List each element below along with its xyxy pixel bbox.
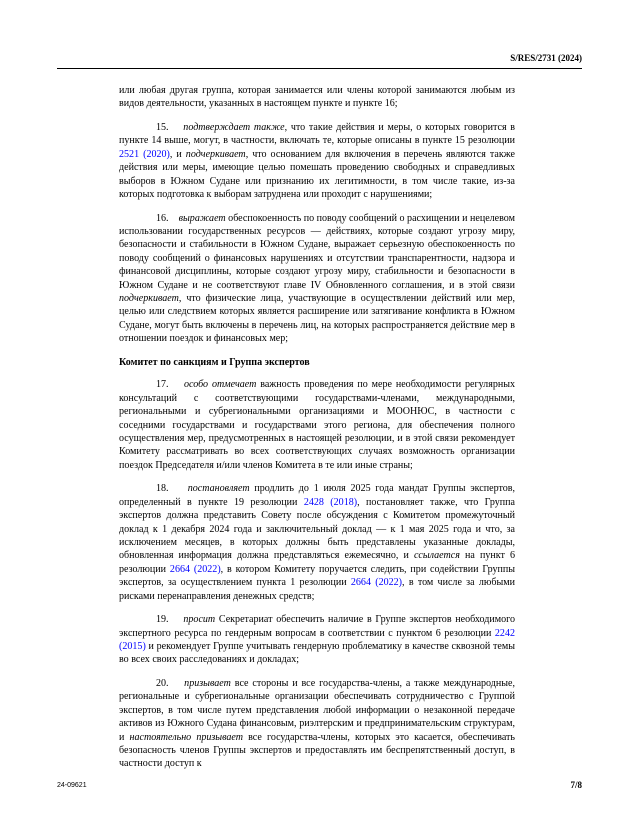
resolution-link[interactable]: 2242 (2015)	[119, 627, 515, 652]
paragraph-17: 17. особо отмечает важность проведения по мере необходимости регулярных консультаций с соответствующими государствами-членами, международными, региональными и субрегиональными организациями и МООНЮС, в частности с соседними государствами и государствами этого региона, для обеспечения полного осуществления мер, предусмотренных в настоящей резолюции, и в этой связи рекомендует Комитету рассматривать во всех соответствующих случаях возможность организации поездок Председателя и/или членов Комитета в те или иные страны;	[119, 379, 515, 471]
paragraph-number: 20.	[156, 677, 169, 689]
operative-verb: особо отмечает	[184, 379, 257, 391]
operative-verb: подчеркивает	[185, 148, 246, 160]
paragraph-continuation: или любая другая группа, которая занимается или члены которой занимаются любым из видов деятельности, указанных в настоящем пункте и пункте 16;	[119, 85, 515, 110]
paragraph-number: 17.	[156, 379, 169, 391]
resolution-link[interactable]: 2521 (2020)	[119, 148, 170, 160]
page-footer	[57, 782, 582, 796]
operative-verb: выражает	[178, 212, 226, 224]
paragraph-number: 18.	[156, 483, 169, 495]
resolution-link[interactable]: 2664 (2022)	[350, 577, 403, 589]
operative-verb: ссылается	[413, 550, 460, 562]
paragraph-18: 18. постановляет продлить до 1 июля 2025 года мандат Группы экспертов, определенный в пункте 19 резолюции 2428 (2018), постановляет также, что Группа экспертов должна представить Совету после обсуждения с Комитетом промежуточный доклад к 1 декабря 2024 года и заключительный доклад — к 1 мая 2025 года и что, за исключением месяцев, в которых должны быть представлены указанные доклады, обновленная информация должна представляться ежемесячно, и ссылается на пункт 6 резолюции 2664 (2022), в котором Комитету поручается следить, при содействии Группы экспертов, за осуществлением пункта 1 резолюции 2664 (2022), в том числе за любыми рисками перенаправления денежных средств;	[119, 483, 516, 602]
operative-verb: настоятельно призывает	[129, 731, 244, 743]
operative-verb: подчеркивает	[119, 293, 179, 305]
operative-verb: постановляет	[187, 483, 250, 495]
job-number: 24-09621	[57, 782, 87, 789]
section-heading: Комитет по санкциям и Группа экспертов	[119, 356, 310, 368]
page-header	[57, 52, 582, 69]
paragraph-19: 19. просит Секретариат обеспечить наличие в Группе экспертов необходимого экспертного ресурса по гендерным вопросам в соответствии с пунктом 6 резолюции 2242 (2015) и рекомендует Группе учитывать гендерную проблематику в качестве сквозной темы во всех своих расследованиях и докладах;	[119, 614, 516, 666]
operative-verb: просит	[183, 614, 216, 626]
resolution-link[interactable]: 2428 (2018)	[303, 496, 358, 508]
document-body	[119, 84, 515, 781]
paragraph-number: 15.	[156, 122, 169, 133]
paragraph-number: 16.	[156, 212, 169, 224]
operative-verb: подтверждает также	[183, 122, 285, 133]
document-symbol: S/RES/2731 (2024)	[510, 53, 582, 63]
operative-verb: призывает	[184, 677, 231, 689]
paragraph-number: 19.	[156, 614, 169, 626]
paragraph-20: 20. призывает все стороны и все государства-члены, а также международные, региональные и субрегиональные организации обеспечивать сотрудничество с Группой экспертов, в том числе путем представления любой информации о незаконной передаче активов из Южного Судана финансовым, риэлтерским и предпринимательским структурам, и настоятельно призывает все государства-члены, которых это касается, обеспечивать безопасность членов Группы экспертов и предоставлять им беспрепятственный доступ, в частности доступ к	[119, 677, 515, 770]
paragraph-15: 15. подтверждает также, что такие действия и меры, о которых говорится в пункте 14 выше, могут, в частности, включать те, которые описаны в пункте 15 резолюции 2521 (2020), и подчеркивает, что основанием для включения в перечень являются также действия или меры, имеющие целью помешать проведению свободных и справедливых выборов в Южном Судане или признанию их легитимности, в том числе такие, из-за которых подготовка к выборам затруднена или проходит с нарушениями;	[119, 122, 516, 201]
page-number: 7/8	[570, 780, 582, 790]
paragraph-16: 16. выражает обеспокоенность по поводу сообщений о расхищении и нецелевом использовании государственных ресурсов — действиях, которые создают угрозу миру, безопасности и стабильности в Южном Судане, выражает серьезную обеспокоенность по поводу сообщений о финансовых нарушениях и отсутствии транспарентности, надзора и финансовой дисциплины, которые создают угрозу миру, стабильности и безопасности в Южном Судане и не соответствуют главе IV Обновленного соглашения, и в этой связи подчеркивает, что физические лица, участвующие в осуществлении действий или мер, целью или следствием которых является расширение или затягивание конфликта в Южном Судане, могут быть включены в перечень лиц, на которых распространяется действие мер в отношении поездок и финансовых мер;	[119, 212, 515, 345]
resolution-link[interactable]: 2664 (2022)	[169, 563, 221, 575]
